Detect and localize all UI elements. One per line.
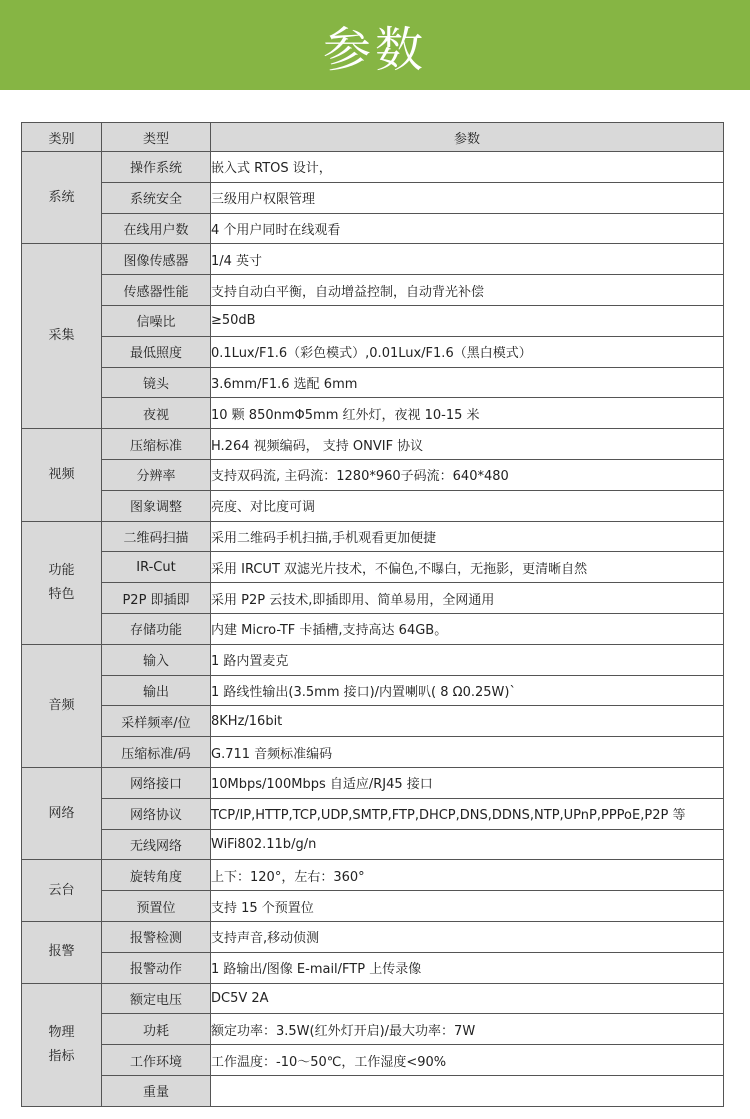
type-cell: 信噪比 [102,305,211,336]
type-cell: 报警检测 [102,921,211,952]
value-cell: 3.6mm/F1.6 选配 6mm [211,367,724,398]
table-row [22,244,724,275]
value-cell: TCP/IP,HTTP,TCP,UDP,SMTP,FTP,DHCP,DNS,DDNS,NTP,UPnP,PPPoE,P2P 等 [211,798,724,829]
table-row [22,1075,724,1106]
table-row [22,152,724,183]
category-cell [22,921,102,983]
category-label: 指标 [48,1048,75,1064]
value-cell: 1 路线性输出(3.5mm 接口)/内置喇叭( 8 Ω0.25W)` [211,675,724,706]
table-body [22,152,724,1107]
type-cell: 旋转角度 [102,860,211,891]
value-cell: 支持声音,移动侦测 [211,921,724,952]
table-row [22,613,724,644]
type-cell: 网络协议 [102,798,211,829]
category-label: 音频 [48,697,75,713]
value-cell: 采用 IRCUT 双滤光片技术，不偏色,不曝白，无拖影，更清晰自然 [211,552,724,583]
category-label: 系统 [48,189,75,205]
table-row [22,921,724,952]
page-title: 参数 [322,22,427,78]
table-row [22,860,724,891]
type-cell: 二维码扫描 [102,521,211,552]
type-cell: 采样频率/位 [102,706,211,737]
value-cell: 8KHz/16bit [211,706,724,737]
value-cell: 1 路内置麦克 [211,644,724,675]
type-cell: 图象调整 [102,490,211,521]
type-cell: 在线用户数 [102,213,211,244]
type-cell: 报警动作 [102,952,211,983]
type-cell: 工作环境 [102,1045,211,1076]
table-row [22,367,724,398]
value-cell: 4 个用户同时在线观看 [211,213,724,244]
value-cell: 10 颗 850nmΦ5mm 红外灯，夜视 10-15 米 [211,398,724,429]
value-cell: 嵌入式 RTOS 设计， [211,152,724,183]
table-row [22,706,724,737]
header-category: 类别 [22,123,102,152]
value-cell: 采用 P2P 云技术,即插即用、简单易用，全网通用 [211,583,724,614]
table-header-row [22,123,724,152]
type-cell: IR-Cut [102,552,211,583]
category-cell [22,644,102,767]
header-banner [0,0,750,90]
value-cell: 内建 Micro-TF 卡插槽,支持高达 64GB。 [211,613,724,644]
table-row [22,305,724,336]
table-row [22,891,724,922]
category-label: 物理 [48,1024,75,1040]
table-row [22,521,724,552]
type-cell: 分辨率 [102,459,211,490]
type-cell: 额定电压 [102,983,211,1014]
value-cell: WiFi802.11b/g/n [211,829,724,860]
category-cell [22,152,102,244]
type-cell: 镜头 [102,367,211,398]
table-row [22,952,724,983]
category-cell [22,983,102,1106]
type-cell: 预置位 [102,891,211,922]
category-cell [22,521,102,644]
table-row [22,182,724,213]
type-cell: 夜视 [102,398,211,429]
type-cell: 操作系统 [102,152,211,183]
table-row [22,767,724,798]
category-label: 特色 [48,586,75,602]
category-label: 采集 [48,328,75,344]
value-cell: 1 路输出/图像 E-mail/FTP 上传录像 [211,952,724,983]
value-cell [211,1075,724,1106]
value-cell: H.264 视频编码， 支持 ONVIF 协议 [211,429,724,460]
category-cell [22,767,102,859]
category-cell [22,244,102,429]
category-label: 视频 [48,466,75,482]
value-cell: 1/4 英寸 [211,244,724,275]
type-cell: 图像传感器 [102,244,211,275]
header-type: 类型 [102,123,211,152]
table-row [22,675,724,706]
spec-table [21,122,724,1107]
type-cell: 压缩标准 [102,429,211,460]
table-row [22,490,724,521]
category-label: 功能 [48,562,75,578]
table-row [22,1014,724,1045]
value-cell: 亮度、对比度可调 [211,490,724,521]
value-cell: 支持双码流, 主码流：1280*960子码流：640*480 [211,459,724,490]
category-label: 云台 [48,882,75,898]
table-row [22,798,724,829]
table-row [22,336,724,367]
category-cell [22,429,102,521]
table-row [22,983,724,1014]
table-row [22,398,724,429]
value-cell: DC5V 2A [211,983,724,1014]
category-label: 报警 [48,944,75,960]
table-row [22,644,724,675]
value-cell: 0.1Lux/F1.6（彩色模式）,0.01Lux/F1.6（黑白模式） [211,336,724,367]
value-cell: ≥50dB [211,305,724,336]
type-cell: 系统安全 [102,182,211,213]
category-label: 网络 [48,805,75,821]
type-cell: 存储功能 [102,613,211,644]
value-cell: 上下：120°，左右：360° [211,860,724,891]
type-cell: 无线网络 [102,829,211,860]
value-cell: 支持自动白平衡，自动增益控制，自动背光补偿 [211,275,724,306]
header-value: 参数 [211,123,724,152]
table-row [22,552,724,583]
value-cell: 工作温度：-10～50℃，工作湿度<90% [211,1045,724,1076]
value-cell: G.711 音频标准编码 [211,737,724,768]
type-cell: 输出 [102,675,211,706]
table-row [22,213,724,244]
table-row [22,1045,724,1076]
table-row [22,583,724,614]
value-cell: 额定功率：3.5W(红外灯开启)/最大功率：7W [211,1014,724,1045]
table-row [22,737,724,768]
table-row [22,459,724,490]
type-cell: 传感器性能 [102,275,211,306]
type-cell: 压缩标准/码 [102,737,211,768]
type-cell: 功耗 [102,1014,211,1045]
value-cell: 三级用户权限管理 [211,182,724,213]
type-cell: 网络接口 [102,767,211,798]
type-cell: 最低照度 [102,336,211,367]
value-cell: 支持 15 个预置位 [211,891,724,922]
category-cell [22,860,102,922]
value-cell: 采用二维码手机扫描,手机观看更加便捷 [211,521,724,552]
value-cell: 10Mbps/100Mbps 自适应/RJ45 接口 [211,767,724,798]
table-row [22,829,724,860]
table-row [22,429,724,460]
type-cell: P2P 即插即 [102,583,211,614]
type-cell: 重量 [102,1075,211,1106]
table-row [22,275,724,306]
type-cell: 输入 [102,644,211,675]
